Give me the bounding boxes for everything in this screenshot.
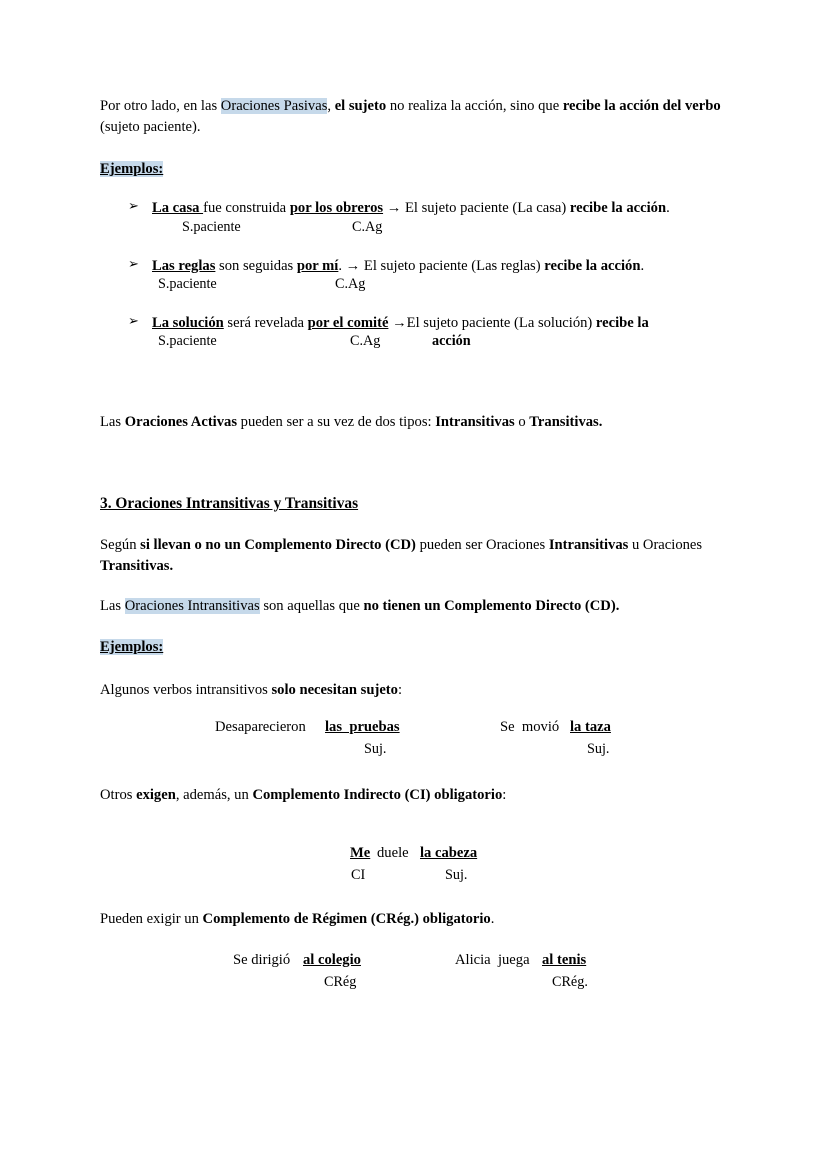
creg-note-bold: Complemento de Régimen (CRég.) obligatorio	[202, 911, 491, 928]
example-verb: son seguidas	[215, 257, 297, 274]
example-verb: Se dirigió	[233, 952, 291, 969]
active-note-paragraph	[100, 412, 728, 433]
criteria-bold2: Intransitivas	[548, 537, 629, 554]
bullet-icon: ➢	[128, 198, 139, 214]
example-phrase: al tenis	[542, 952, 587, 969]
criteria-bold1: si llevan o no un Complemento Directo (CD)	[140, 537, 416, 554]
tag-agent: C.Ag	[350, 333, 381, 350]
example-text	[152, 313, 728, 333]
example-arrow: . →	[338, 257, 364, 274]
example-phrase: la cabeza	[420, 845, 478, 862]
criteria-prefix: Según	[100, 537, 141, 554]
tag-ci: CI	[351, 867, 366, 884]
intro-highlight: Oraciones Pasivas	[220, 98, 328, 114]
example-arrow: →	[383, 200, 405, 217]
tag-creg: CRég.	[552, 974, 588, 991]
example-subject: Las reglas	[152, 257, 216, 274]
example-verb: Desaparecieron	[215, 718, 306, 735]
tag-creg: CRég	[324, 974, 357, 991]
subject-only-bold: solo necesitan sujeto	[271, 681, 398, 698]
intro-suffix: (sujeto paciente).	[100, 118, 201, 135]
document-content	[100, 96, 728, 1000]
example-verb: fue construida	[203, 200, 290, 217]
passive-examples-list	[100, 198, 728, 352]
tag-subject: S.paciente	[158, 333, 217, 350]
example-verb: Alicia juega	[455, 952, 530, 969]
subject-examples-row	[100, 719, 728, 741]
creg-examples-block	[100, 952, 728, 996]
example-tags	[152, 219, 728, 238]
intransitive-bold: no tienen un Complemento Directo (CD).	[363, 598, 620, 615]
creg-note-prefix: Pueden exigir un	[100, 911, 203, 928]
example-explain: El sujeto paciente (La casa)	[404, 200, 570, 217]
example-verb: Se movió	[500, 718, 560, 735]
creg-examples-row	[100, 952, 728, 974]
list-item	[100, 198, 728, 237]
active-note-bold2: Intransitivas	[435, 414, 515, 431]
example-pronoun: Me	[350, 845, 371, 862]
tag-subject: S.paciente	[182, 218, 241, 235]
example-explain-bold: recibe la acción	[544, 257, 641, 274]
intro-mid2: no realiza la acción, sino que	[386, 98, 563, 114]
intro-prefix: Por otro lado, en las	[100, 98, 221, 114]
examples-heading-1-text: Ejemplos:	[100, 161, 164, 178]
example-subject: La solución	[152, 315, 224, 331]
examples-heading-1	[100, 159, 728, 180]
active-note-conj: o	[514, 414, 530, 431]
ci-note-prefix: Otros	[100, 786, 137, 803]
bullet-icon: ➢	[128, 255, 139, 271]
ci-example-tags	[100, 867, 728, 889]
subject-only-note	[100, 680, 728, 701]
tag-subject: Suj.	[587, 740, 610, 757]
list-item	[100, 313, 728, 352]
intro-bold2: recibe la acción del verbo	[562, 98, 721, 114]
subject-only-prefix: Algunos verbos intransitivos	[100, 681, 272, 698]
examples-heading-2-text: Ejemplos:	[100, 639, 164, 656]
example-tags	[130, 333, 728, 352]
example-explain-bold-2: acción	[432, 333, 471, 350]
intro-bold1: el sujeto	[334, 98, 387, 114]
ci-note-suffix: :	[502, 786, 507, 803]
example-explain-end: .	[666, 200, 670, 217]
subject-only-suffix: :	[397, 681, 403, 698]
tag-agent: C.Ag	[352, 218, 383, 235]
bullet-icon: ➢	[128, 313, 139, 328]
active-note-prefix: Las	[100, 414, 125, 431]
example-agent: por mí	[296, 257, 339, 274]
intransitive-prefix: Las	[100, 598, 125, 615]
ci-note	[100, 785, 728, 806]
ci-note-mid: , además, un	[175, 786, 253, 803]
criteria-paragraph	[100, 535, 728, 576]
example-phrase: la taza	[570, 718, 611, 735]
ci-note-bold1: exigen	[136, 786, 176, 803]
tag-subject: Suj.	[364, 740, 387, 757]
creg-examples-tags	[100, 974, 728, 996]
example-explain-end: .	[640, 257, 645, 274]
page-title: 3. Oraciones Intransitivas y Transitivas	[100, 495, 359, 513]
intransitive-highlight: Oraciones Intransitivas	[124, 598, 260, 615]
active-note-mid: pueden ser a su vez de dos tipos:	[237, 414, 436, 431]
example-verb: duele	[377, 845, 409, 862]
example-arrow: →	[388, 315, 407, 331]
example-explain-bold: recibe la	[595, 315, 649, 331]
ci-example-block	[100, 845, 728, 889]
active-note-bold3: Transitivas.	[529, 414, 603, 431]
example-explain: El sujeto paciente (Las reglas)	[363, 257, 545, 274]
creg-note-suffix: .	[490, 911, 495, 928]
example-agent: por el comité	[307, 315, 389, 331]
example-agent: por los obreros	[289, 200, 384, 217]
active-note-bold1: Oraciones Activas	[124, 414, 238, 431]
intransitive-mid: son aquellas que	[259, 598, 364, 615]
tag-subject: S.paciente	[158, 276, 217, 292]
tag-subject: Suj.	[445, 867, 468, 884]
creg-note	[100, 909, 728, 930]
example-text	[152, 256, 728, 276]
example-subject: La casa	[152, 200, 204, 217]
ci-note-bold2: Complemento Indirecto (CI) obligatorio	[252, 786, 503, 803]
example-tags	[130, 276, 728, 295]
criteria-mid2: u Oraciones	[628, 537, 703, 554]
intro-mid1: ,	[327, 98, 335, 114]
example-text	[152, 198, 728, 218]
subject-examples-tags	[100, 741, 728, 763]
criteria-bold3: Transitivas.	[100, 557, 174, 574]
example-verb: será revelada	[223, 315, 308, 331]
example-phrase: las pruebas	[325, 718, 400, 735]
criteria-mid: pueden ser Oraciones	[415, 537, 549, 554]
examples-heading-2	[100, 637, 728, 658]
tag-agent: C.Ag	[335, 276, 366, 292]
example-explain: El sujeto paciente (La solución)	[406, 315, 596, 331]
intro-paragraph	[100, 96, 728, 137]
list-item	[100, 256, 728, 295]
example-phrase: al colegio	[303, 952, 361, 969]
subject-examples-block	[100, 719, 728, 763]
intransitive-definition	[100, 596, 728, 617]
ci-example-row	[100, 845, 728, 867]
example-explain-bold: recibe la acción	[569, 200, 667, 217]
